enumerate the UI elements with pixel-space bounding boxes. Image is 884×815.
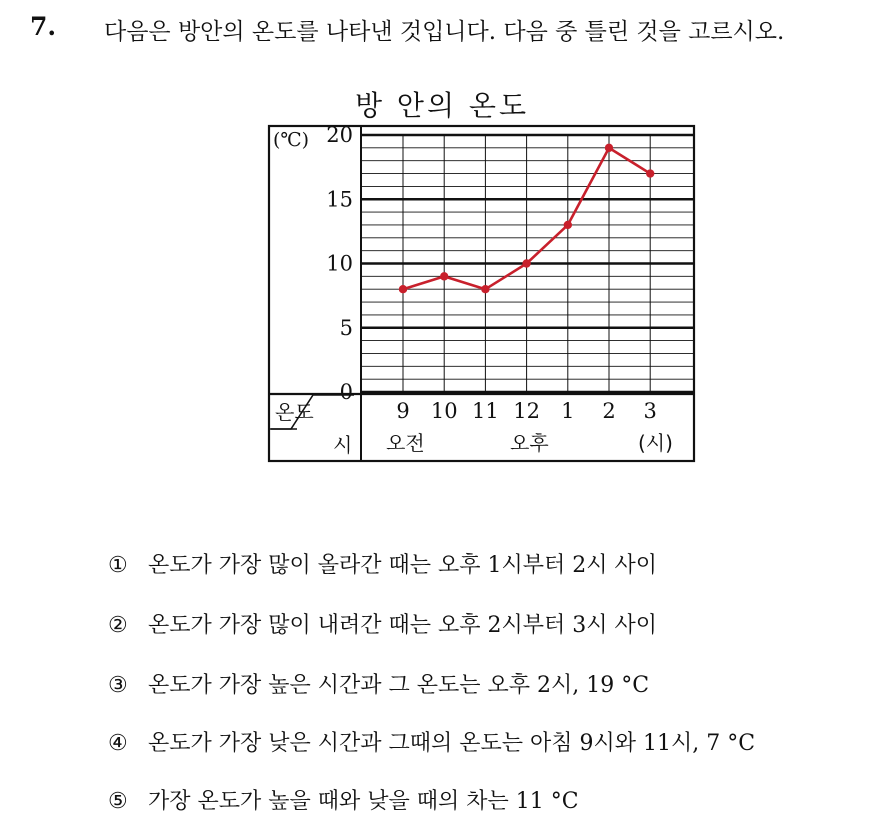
option-1-text: 온도가 가장 많이 올라간 때는 오후 1시부터 2시 사이 [148,553,657,578]
y-tick-label: 5 [339,315,353,340]
option-2-text: 온도가 가장 많이 내려간 때는 오후 2시부터 3시 사이 [148,613,657,638]
option-5-mark: ⑤ [108,789,128,814]
option-3-mark: ③ [108,673,128,698]
y-unit-label: (℃) [273,129,310,151]
y-tick-label: 20 [326,123,353,147]
option-2[interactable] [108,608,657,639]
data-point [399,285,407,293]
data-point [522,259,530,267]
option-3[interactable] [108,668,649,699]
y-tick-label: 15 [326,187,353,212]
corner-header-top: 온도 [275,400,314,424]
x-tick-label: 12 [513,399,540,423]
x-tick-label: 11 [472,399,499,423]
option-1-mark: ① [108,553,128,578]
y-tick-label: 0 [339,380,353,404]
data-point [646,169,654,177]
x-tick-label: 9 [396,399,410,423]
option-3-text: 온도가 가장 높은 시간과 그 온도는 오후 2시, 19 °C [148,673,650,698]
question-text: 다음은 방안의 온도를 나타낸 것입니다. 다음 중 틀린 것을 고르시오. [104,19,785,45]
am-label: 오전 [386,431,425,455]
x-tick-label: 1 [561,399,575,423]
option-4-text: 온도가 가장 낮은 시간과 그때의 온도는 아침 9시와 11시, 7 °C [148,731,756,756]
corner-header-bottom: 시 [333,433,353,457]
x-tick-label: 3 [643,399,657,423]
data-point [605,144,613,152]
x-unit-label: (시) [638,431,673,455]
option-4[interactable] [108,726,755,757]
option-5[interactable] [108,784,579,815]
question-number: 7. [30,12,57,41]
option-5-text: 가장 온도가 높을 때와 낮을 때의 차는 11 °C [148,789,579,814]
data-point [481,285,489,293]
data-point [564,221,572,229]
pm-label: 오후 [510,431,549,455]
chart-title: 방 안의 온도 [354,89,530,122]
y-tick-label: 10 [326,251,353,276]
option-4-mark: ④ [108,731,128,756]
x-tick-label: 2 [602,399,616,423]
x-tick-label: 10 [430,399,458,423]
data-point [440,272,448,280]
option-2-mark: ② [108,613,128,638]
option-1[interactable] [108,548,657,579]
